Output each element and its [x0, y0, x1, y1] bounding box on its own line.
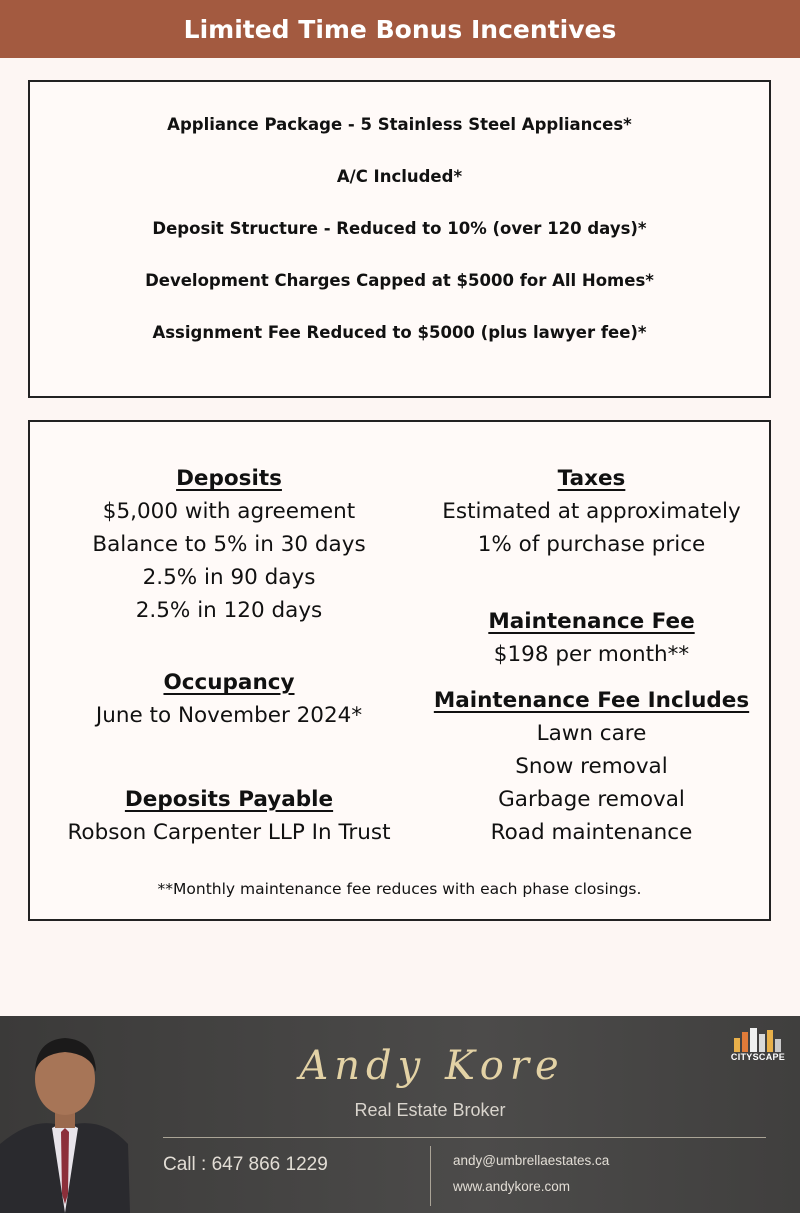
- brokerage-logo: [728, 1024, 788, 1074]
- maintenance-fee-heading: Maintenance Fee: [488, 609, 695, 634]
- deposits-payable-heading: Deposits Payable: [124, 787, 334, 812]
- city-skyline-icon: [728, 1024, 788, 1052]
- incentive-item: Assignment Fee Reduced to $5000 (plus lawyer fee)*: [152, 323, 647, 342]
- agent-footer: [0, 1016, 800, 1213]
- occupancy-heading: Occupancy: [163, 670, 295, 695]
- maintenance-includes-heading: Maintenance Fee Includes: [433, 688, 750, 713]
- details-box: [28, 420, 771, 921]
- page-header: [0, 0, 800, 58]
- agent-phone[interactable]: Call : 647 866 1229: [163, 1154, 328, 1175]
- agent-website[interactable]: www.andykore.com: [453, 1179, 571, 1194]
- deposit-line: Balance to 5% in 30 days: [92, 532, 366, 557]
- maintenance-include-item: Garbage removal: [498, 787, 685, 812]
- deposit-line: 2.5% in 120 days: [135, 598, 323, 623]
- divider: [430, 1146, 431, 1206]
- taxes-line: 1% of purchase price: [477, 532, 706, 557]
- footnote: **Monthly maintenance fee reduces with each phase closings.: [157, 880, 642, 898]
- deposits-heading: Deposits: [176, 466, 282, 491]
- agent-email[interactable]: andy@umbrellaestates.ca: [453, 1153, 610, 1168]
- taxes-heading: Taxes: [557, 466, 626, 491]
- deposits-payable-value: Robson Carpenter LLP In Trust: [67, 820, 391, 845]
- incentive-item: Development Charges Capped at $5000 for All Homes*: [145, 271, 654, 290]
- agent-signature: Andy Kore: [299, 1043, 565, 1089]
- occupancy-value: June to November 2024*: [95, 703, 363, 728]
- maintenance-include-item: Lawn care: [536, 721, 647, 746]
- maintenance-include-item: Road maintenance: [490, 820, 693, 845]
- maintenance-fee-value: $198 per month**: [493, 642, 690, 667]
- page-title: Limited Time Bonus Incentives: [183, 14, 617, 44]
- taxes-line: Estimated at approximately: [442, 499, 741, 524]
- incentive-item: Deposit Structure - Reduced to 10% (over 120 days)*: [152, 219, 647, 238]
- deposit-line: $5,000 with agreement: [102, 499, 356, 524]
- agent-role: Real Estate Broker: [354, 1100, 506, 1120]
- deposit-line: 2.5% in 90 days: [142, 565, 316, 590]
- maintenance-include-item: Snow removal: [515, 754, 668, 779]
- brokerage-name: CITYSCAPE: [730, 1052, 786, 1062]
- incentives-box: [28, 80, 771, 398]
- divider: [163, 1137, 766, 1138]
- agent-photo: [0, 1024, 130, 1213]
- incentive-item: A/C Included*: [336, 167, 463, 186]
- incentive-item: Appliance Package - 5 Stainless Steel Appliances*: [167, 115, 632, 134]
